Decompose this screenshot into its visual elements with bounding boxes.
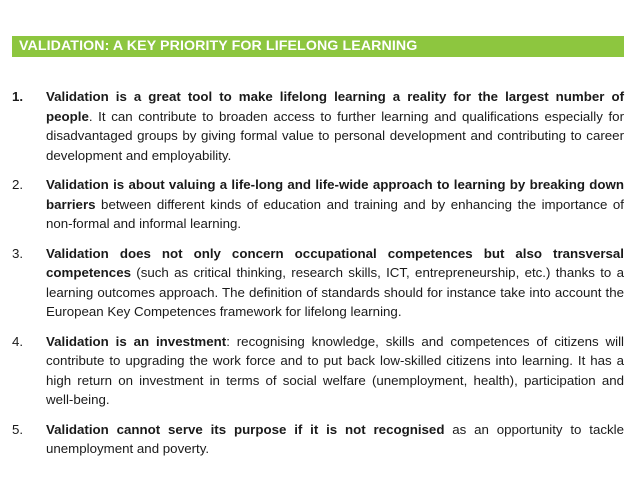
item-lead-text: Validation is about valuing a life-long and life-wide approach to learning by breaking down barriers	[46, 177, 624, 212]
item-body-text: . It can contribute to broaden access to further learning and qualifications especially for disadvantaged groups by giving formal value to personal development and contributing to career development and employability.	[46, 108, 624, 163]
item-number: 1.	[12, 89, 24, 104]
item-body-text: (such as critical thinking, research skills, ICT, entrepreneurship, etc.) thanks to a learning outcomes approach. The definition of standards should for instance take into account the European Key Competences framework for lifelong learning.	[46, 265, 624, 319]
section-heading: VALIDATION: A KEY PRIORITY FOR LIFELONG LEARNING	[19, 38, 418, 54]
item-body-text: between different kinds of education and training and by enhancing the importance of non-formal and informal learning.	[46, 196, 624, 231]
item-lead-text: Validation cannot serve its purpose if it is not recognised	[46, 421, 445, 437]
item-lead-text: Validation is a great tool to make lifelong learning a reality for the largest number of people	[46, 89, 624, 124]
item-number: 5.	[12, 421, 24, 437]
section-heading-banner	[12, 36, 624, 57]
list-item	[12, 244, 624, 322]
item-lead-text: Validation does not only concern occupational competences but also transversal competences	[46, 245, 624, 280]
priority-list	[12, 87, 624, 469]
list-item	[12, 332, 624, 410]
list-item	[12, 87, 624, 165]
item-body-text: : recognising knowledge, skills and competences of citizens will contribute to upgrading the work force and to put back low-skilled citizens into learning. It has a high return on investment in terms of social welfare (unemployment, health), participation and well-being.	[46, 333, 624, 407]
item-lead-text: Validation is an investment	[46, 333, 227, 349]
item-number: 2.	[12, 177, 24, 192]
list-item	[12, 175, 624, 234]
list-item	[12, 420, 624, 459]
item-body-text: as an opportunity to tackle unemployment and poverty.	[46, 421, 625, 456]
item-number: 3.	[12, 245, 24, 261]
item-number: 4.	[12, 333, 24, 349]
